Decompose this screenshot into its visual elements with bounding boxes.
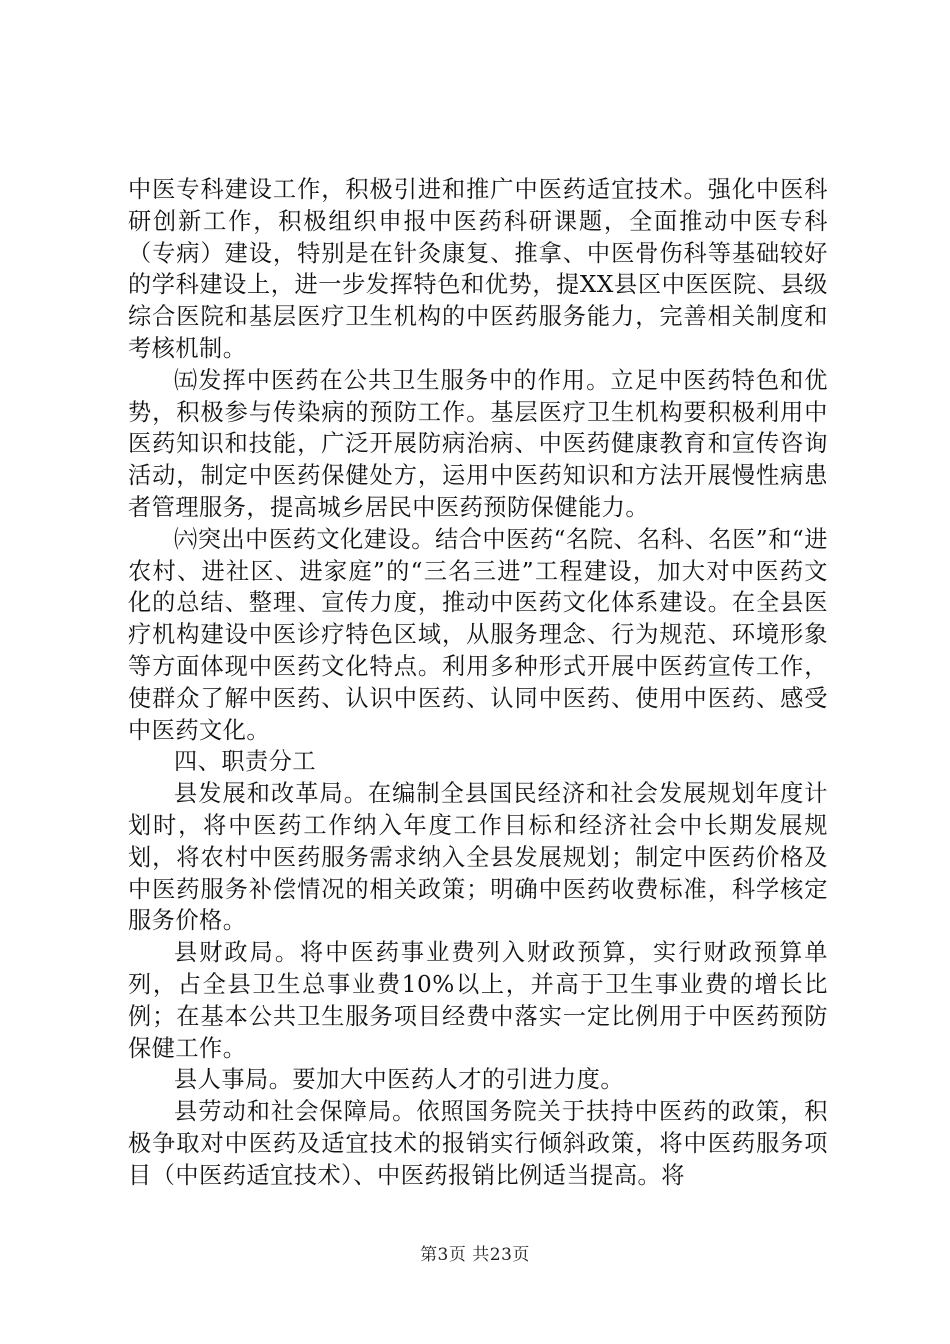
paragraph-development-reform-bureau: 县发展和改革局。在编制全县国民经济和社会发展规划年度计划时，将中医药工作纳入年度工作目标和经济社会中长期发展规划，将农村中医药服务需求纳入全县发展规划；制定中医药价格及中医药服务补偿情况的相关政策；明确中医药收费标准，科学核定服务价格。 [128,780,828,935]
page-number-footer: 第3页 共23页 [420,1245,530,1265]
section-heading-responsibilities: 四、职责分工 [174,748,317,776]
paragraph-finance-bureau: 县财政局。将中医药事业费列入财政预算，实行财政预算单列，占全县卫生总事业费10%以上，并高于卫生事业费的增长比例；在基本公共卫生服务项目经费中落实一定比例用于中医药预防保健工作。 [128,939,828,1062]
document-body [128,174,828,1192]
paragraph-continuation: 中医专科建设工作，积极引进和推广中医药适宜技术。强化中医科研创新工作，积极组织申报中医药科研课题，全面推动中医专科（专病）建设，特别是在针灸康复、推拿、中医骨伤科等基础较好的学科建设上，进一步发挥特色和优势，提XX县区中医医院、县级综合医院和基层医疗卫生机构的中医药服务能力，完善相关制度和考核机制。 [128,176,828,362]
paragraph-labor-social-security-bureau: 县劳动和社会保障局。依照国务院关于扶持中医药的政策，积极争取对中医药及适宜技术的报销实行倾斜政策，将中医药服务项目（中医药适宜技术）、中医药报销比例适当提高。将 [128,1098,828,1189]
paragraph-tcm-public-health: ㈤发挥中医药在公共卫生服务中的作用。立足中医药特色和优势，积极参与传染病的预防工作。基层医疗卫生机构要积极利用中医药知识和技能，广泛开展防病治病、中医药健康教育和宣传咨询活动，制定中医药保健处方，运用中医药知识和方法开展慢性病患者管理服务，提高城乡居民中医药预防保健能力。 [128,366,828,521]
paragraph-personnel-bureau: 县人事局。要加大中医药人才的引进力度。 [174,1066,625,1094]
paragraph-tcm-culture: ㈥突出中医药文化建设。结合中医药“名院、名科、名医”和“进农村、进社区、进家庭”的“三名三进”工程建设，加大对中医药文化的总结、整理、宣传力度，推动中医药文化体系建设。在全县医疗机构建设中医诊疗特色区域，从服务理念、行为规范、环境形象等方面体现中医药文化特点。利用多种形式开展中医药宣传工作，使群众了解中医药、认识中医药、认同中医药、使用中医药、感受中医药文化。 [128,525,828,744]
